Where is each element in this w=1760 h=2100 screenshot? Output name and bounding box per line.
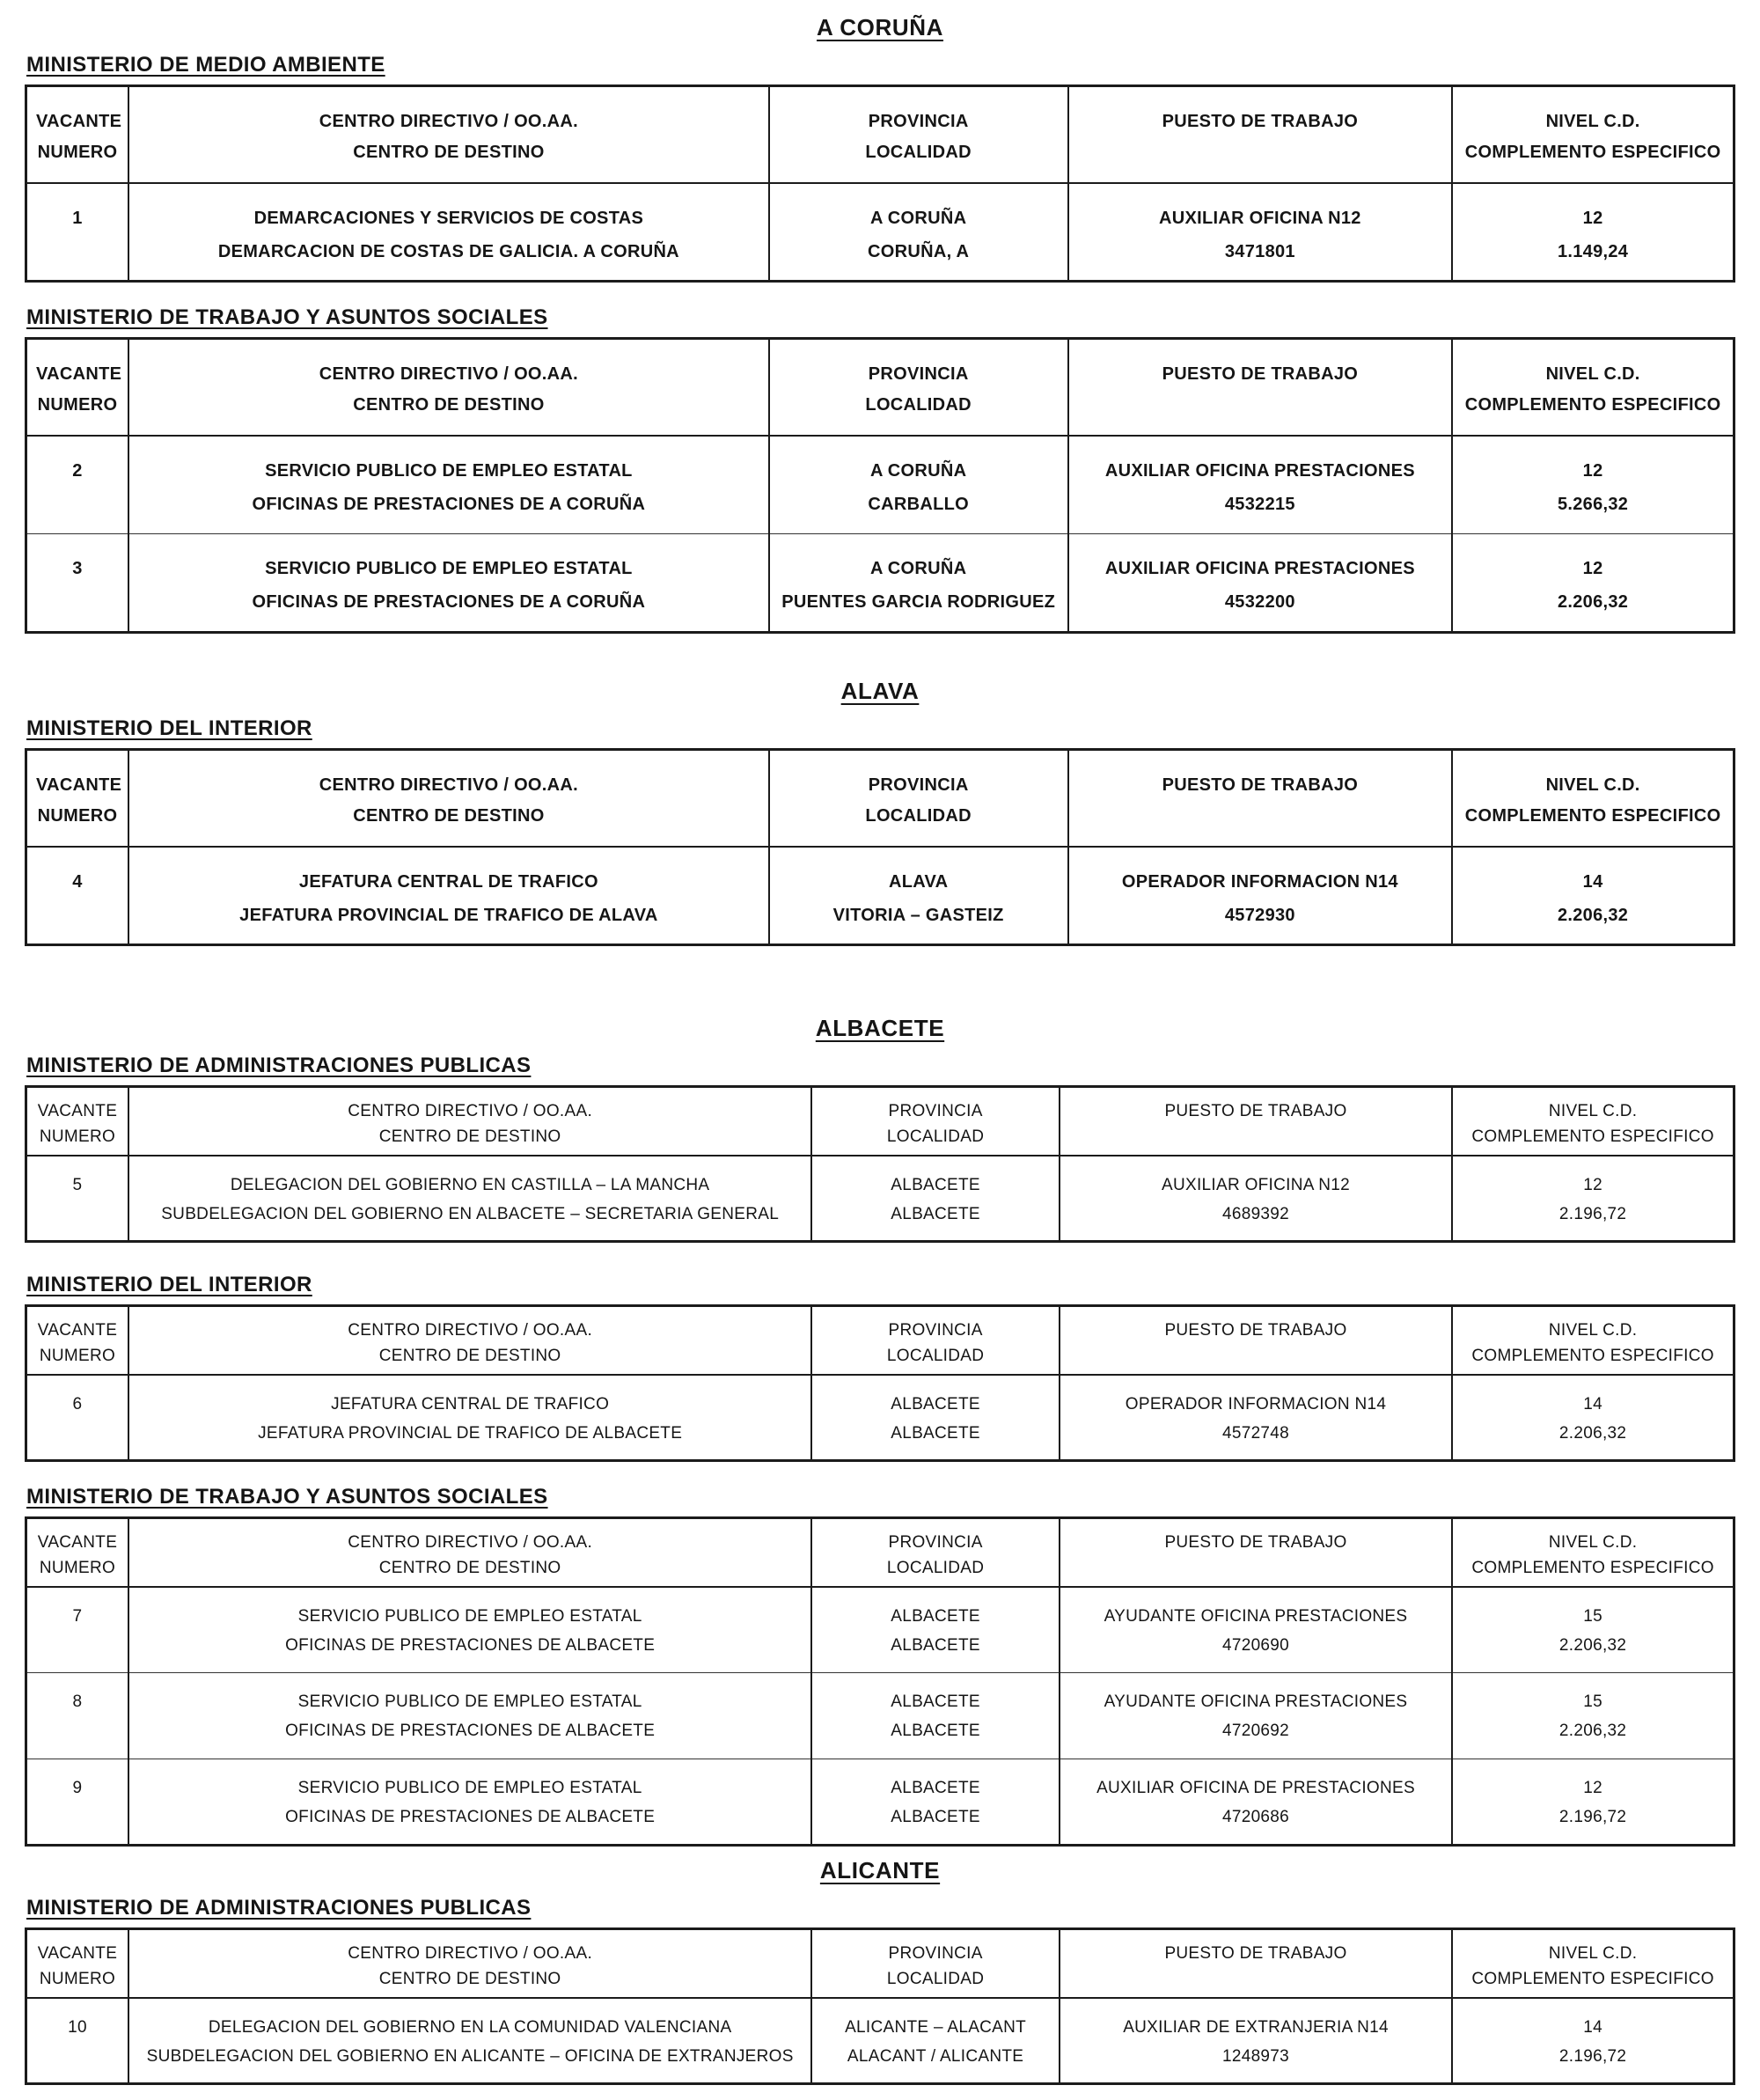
localidad-value: ALBACETE	[891, 1808, 980, 1827]
label-puesto-de-trabajo: PUESTO DE TRABAJO	[1164, 1102, 1347, 1120]
complemento-value: 2.196,72	[1558, 2046, 1627, 2066]
nivel-value: 15	[1583, 1692, 1602, 1711]
vacancy-row	[26, 1156, 1734, 1242]
cell-puesto	[1060, 1759, 1452, 1846]
col-header-provincia	[769, 86, 1068, 183]
table-header-row	[26, 750, 1734, 847]
puesto-value: AUXILIAR OFICINA PRESTACIONES	[1104, 460, 1415, 481]
cell-centro	[128, 1156, 811, 1242]
provincia-value: ALBACETE	[891, 1394, 980, 1413]
codigo-puesto-value: 1248973	[1221, 2046, 1290, 2066]
provincia-value: ALAVA	[888, 871, 949, 892]
label-puesto-de-trabajo: PUESTO DE TRABAJO	[1164, 1533, 1347, 1552]
label-centro-directivo: CENTRO DIRECTIVO / OO.AA.	[319, 775, 578, 795]
localidad-value: CARBALLO	[868, 494, 969, 514]
vacancy-row	[26, 1587, 1734, 1673]
cell-nivel	[1452, 1587, 1734, 1673]
table-header-row	[26, 1306, 1734, 1375]
cell-nivel	[1452, 847, 1734, 945]
centro-destino-value: OFICINAS DE PRESTACIONES DE A CORUÑA	[252, 494, 646, 514]
cell-nivel	[1452, 1156, 1734, 1242]
cell-vacante-numero: 10	[68, 2017, 87, 2037]
label-complemento-especifico: COMPLEMENTO ESPECIFICO	[1471, 1127, 1714, 1146]
col-header-puesto	[1060, 1087, 1452, 1156]
provincia-value: ALBACETE	[891, 1175, 980, 1194]
vacancy-row	[26, 1673, 1734, 1759]
centro-directivo-value: DEMARCACIONES Y SERVICIOS DE COSTAS	[253, 208, 644, 228]
col-header-centro	[128, 750, 769, 847]
centro-directivo-value: SERVICIO PUBLICO DE EMPLEO ESTATAL	[297, 1692, 642, 1711]
complemento-value: 2.206,32	[1558, 1722, 1627, 1741]
label-complemento-especifico: COMPLEMENTO ESPECIFICO	[1464, 806, 1721, 826]
label-vacante: VACANTE	[36, 112, 122, 131]
vacancy-table	[25, 1304, 1735, 1462]
cell-nivel	[1452, 534, 1734, 633]
codigo-puesto-value: 4720686	[1221, 1808, 1290, 1827]
complemento-value: 2.206,32	[1557, 592, 1629, 612]
puesto-value: AUXILIAR DE EXTRANJERIA N14	[1123, 2017, 1389, 2037]
centro-directivo-value: SERVICIO PUBLICO DE EMPLEO ESTATAL	[265, 460, 633, 481]
vacancy-row	[26, 1759, 1734, 1846]
label-puesto-de-trabajo: PUESTO DE TRABAJO	[1162, 112, 1359, 131]
codigo-puesto-value: 4532200	[1224, 592, 1295, 612]
cell-puesto	[1068, 534, 1453, 633]
cell-provincia	[769, 436, 1068, 534]
col-header-puesto	[1060, 1929, 1452, 1998]
col-header-provincia	[811, 1087, 1059, 1156]
cell-provincia	[811, 1587, 1059, 1673]
cell-centro	[128, 1673, 811, 1759]
complemento-value: 1.149,24	[1557, 241, 1629, 261]
label-puesto-de-trabajo: PUESTO DE TRABAJO	[1162, 364, 1359, 384]
vacancy-row	[26, 847, 1734, 945]
col-header-puesto	[1068, 339, 1453, 436]
cell-centro	[128, 1375, 811, 1461]
vacancy-row	[26, 1998, 1734, 2084]
codigo-puesto-value: 4720690	[1221, 1635, 1290, 1655]
label-complemento-especifico: COMPLEMENTO ESPECIFICO	[1471, 1969, 1714, 1988]
cell-provincia	[811, 1998, 1059, 2084]
label-centro-directivo: CENTRO DIRECTIVO / OO.AA.	[319, 112, 578, 131]
centro-destino-value: OFICINAS DE PRESTACIONES DE A CORUÑA	[252, 592, 646, 612]
label-nivel-cd: NIVEL C.D.	[1548, 1102, 1638, 1120]
vacancy-table	[25, 1085, 1735, 1243]
label-localidad: LOCALIDAD	[865, 143, 972, 162]
cell-provincia	[811, 1673, 1059, 1759]
table-header-row	[26, 86, 1734, 183]
label-provincia: PROVINCIA	[868, 775, 969, 795]
label-centro-destino: CENTRO DE DESTINO	[353, 143, 545, 162]
cell-puesto	[1060, 1587, 1452, 1673]
label-localidad: LOCALIDAD	[886, 1346, 985, 1365]
label-vacante: VACANTE	[37, 1102, 118, 1120]
label-numero: NUMERO	[39, 1346, 116, 1365]
puesto-value: AUXILIAR OFICINA PRESTACIONES	[1104, 559, 1415, 578]
province-heading-alava: ALAVA	[840, 678, 920, 704]
cell-puesto	[1060, 1998, 1452, 2084]
cell-centro	[128, 847, 769, 945]
cell-provincia	[811, 1156, 1059, 1242]
cell-vacante-numero: 8	[72, 1692, 83, 1711]
provincia-value: A CORUÑA	[869, 208, 967, 228]
label-complemento-especifico: COMPLEMENTO ESPECIFICO	[1464, 143, 1721, 162]
cell-nivel	[1452, 1673, 1734, 1759]
complemento-value: 2.196,72	[1558, 1204, 1627, 1223]
label-puesto-de-trabajo: PUESTO DE TRABAJO	[1162, 775, 1359, 795]
nivel-value: 12	[1583, 1779, 1602, 1797]
label-numero: NUMERO	[37, 806, 118, 826]
col-header-provincia	[811, 1518, 1059, 1587]
label-complemento-especifico: COMPLEMENTO ESPECIFICO	[1471, 1346, 1714, 1365]
nivel-value: 12	[1582, 460, 1603, 481]
label-vacante: VACANTE	[37, 1533, 118, 1552]
col-header-centro	[128, 339, 769, 436]
vacancy-row	[26, 436, 1734, 534]
label-nivel-cd: NIVEL C.D.	[1548, 1321, 1638, 1340]
col-header-nivel	[1452, 1518, 1734, 1587]
centro-directivo-value: DELEGACION DEL GOBIERNO EN LA COMUNIDAD VALENCIANA	[208, 2017, 732, 2037]
label-puesto-de-trabajo: PUESTO DE TRABAJO	[1164, 1321, 1347, 1340]
cell-nivel	[1452, 1759, 1734, 1846]
centro-directivo-value: SERVICIO PUBLICO DE EMPLEO ESTATAL	[297, 1779, 642, 1797]
complemento-value: 5.266,32	[1557, 494, 1629, 514]
cell-nivel	[1452, 436, 1734, 534]
col-header-provincia	[769, 750, 1068, 847]
provincia-value: A CORUÑA	[869, 460, 967, 481]
puesto-value: AUXILIAR OFICINA N12	[1158, 208, 1361, 228]
cell-centro	[128, 534, 769, 633]
cell-provincia	[769, 847, 1068, 945]
label-numero: NUMERO	[37, 395, 118, 415]
col-header-vacante	[26, 339, 128, 436]
cell-vacante-numero: 4	[72, 871, 83, 892]
centro-destino-value: SUBDELEGACION DEL GOBIERNO EN ALICANTE – OFICINA DE EXTRANJEROS	[146, 2046, 794, 2066]
province-section-alava	[25, 678, 1735, 946]
cell-puesto	[1060, 1375, 1452, 1461]
cell-puesto	[1060, 1156, 1452, 1242]
table-header-row	[26, 1087, 1734, 1156]
vacancy-table	[25, 337, 1735, 634]
centro-destino-value: JEFATURA PROVINCIAL DE TRAFICO DE ALAVA	[239, 905, 658, 925]
cell-vacante-numero: 9	[72, 1779, 83, 1797]
cell-nivel	[1452, 1998, 1734, 2084]
label-localidad: LOCALIDAD	[886, 1558, 985, 1577]
col-header-vacante	[26, 1518, 128, 1587]
codigo-puesto-value: 4720692	[1221, 1722, 1290, 1741]
centro-directivo-value: DELEGACION DEL GOBIERNO EN CASTILLA – LA MANCHA	[230, 1175, 710, 1194]
complemento-value: 2.206,32	[1558, 1423, 1627, 1443]
label-centro-destino: CENTRO DE DESTINO	[378, 1969, 561, 1988]
label-nivel-cd: NIVEL C.D.	[1548, 1533, 1638, 1552]
codigo-puesto-value: 4572748	[1221, 1423, 1290, 1443]
vacancy-row	[26, 1375, 1734, 1461]
provincia-value: A CORUÑA	[869, 559, 967, 578]
col-header-vacante	[26, 1929, 128, 1998]
label-provincia: PROVINCIA	[888, 1102, 983, 1120]
label-centro-destino: CENTRO DE DESTINO	[378, 1346, 561, 1365]
col-header-puesto	[1060, 1306, 1452, 1375]
table-header-row	[26, 1518, 1734, 1587]
label-nivel-cd: NIVEL C.D.	[1545, 112, 1640, 131]
centro-destino-value: OFICINAS DE PRESTACIONES DE ALBACETE	[285, 1635, 656, 1655]
label-numero: NUMERO	[39, 1969, 116, 1988]
col-header-vacante	[26, 1306, 128, 1375]
col-header-puesto	[1068, 86, 1453, 183]
province-section-albacete	[25, 1015, 1735, 1847]
nivel-value: 15	[1583, 1606, 1602, 1626]
col-header-nivel	[1452, 86, 1734, 183]
label-localidad: LOCALIDAD	[865, 806, 972, 826]
vacancy-table	[25, 84, 1735, 283]
puesto-value: OPERADOR INFORMACION N14	[1125, 1394, 1387, 1413]
label-centro-directivo: CENTRO DIRECTIVO / OO.AA.	[348, 1944, 593, 1963]
label-centro-destino: CENTRO DE DESTINO	[353, 395, 545, 415]
cell-centro	[128, 183, 769, 282]
vacancy-table	[25, 1516, 1735, 1847]
provincia-value: ALICANTE – ALACANT	[845, 2017, 1027, 2037]
ministry-heading-trabajo-a-coruna: MINISTERIO DE TRABAJO Y ASUNTOS SOCIALES	[26, 305, 548, 329]
ministry-heading-admin-publicas-albacete: MINISTERIO DE ADMINISTRACIONES PUBLICAS	[26, 1054, 532, 1077]
cell-vacante-numero: 7	[72, 1606, 83, 1626]
cell-centro	[128, 1587, 811, 1673]
province-section-a-coruna	[25, 14, 1735, 634]
table-header-row	[26, 339, 1734, 436]
col-header-centro	[128, 1087, 811, 1156]
label-centro-directivo: CENTRO DIRECTIVO / OO.AA.	[348, 1321, 593, 1340]
label-provincia: PROVINCIA	[868, 112, 969, 131]
cell-vacante-numero: 1	[72, 208, 83, 228]
label-numero: NUMERO	[39, 1127, 116, 1146]
centro-destino-value: SUBDELEGACION DEL GOBIERNO EN ALBACETE – SECRETARIA GENERAL	[161, 1204, 780, 1223]
centro-directivo-value: JEFATURA CENTRAL DE TRAFICO	[331, 1394, 610, 1413]
label-complemento-especifico: COMPLEMENTO ESPECIFICO	[1464, 395, 1721, 415]
localidad-value: VITORIA – GASTEIZ	[832, 905, 1004, 925]
vacancy-row	[26, 534, 1734, 633]
col-header-centro	[128, 1306, 811, 1375]
localidad-value: PUENTES GARCIA RODRIGUEZ	[781, 592, 1056, 612]
label-localidad: LOCALIDAD	[886, 1127, 985, 1146]
nivel-value: 14	[1582, 871, 1603, 892]
col-header-nivel	[1452, 750, 1734, 847]
label-provincia: PROVINCIA	[888, 1533, 983, 1552]
label-provincia: PROVINCIA	[888, 1321, 983, 1340]
provincia-value: ALBACETE	[891, 1779, 980, 1797]
label-centro-directivo: CENTRO DIRECTIVO / OO.AA.	[348, 1533, 593, 1552]
ministry-heading-trabajo-albacete: MINISTERIO DE TRABAJO Y ASUNTOS SOCIALES	[26, 1485, 548, 1509]
label-centro-destino: CENTRO DE DESTINO	[378, 1127, 561, 1146]
puesto-value: OPERADOR INFORMACION N14	[1121, 871, 1398, 892]
label-centro-destino: CENTRO DE DESTINO	[378, 1558, 561, 1577]
col-header-nivel	[1452, 339, 1734, 436]
col-header-centro	[128, 1518, 811, 1587]
label-centro-destino: CENTRO DE DESTINO	[353, 806, 545, 826]
table-header-row	[26, 1929, 1734, 1998]
label-provincia: PROVINCIA	[868, 364, 969, 384]
cell-centro	[128, 1759, 811, 1846]
ministry-heading-interior-alava: MINISTERIO DEL INTERIOR	[26, 716, 312, 740]
cell-puesto	[1068, 436, 1453, 534]
col-header-nivel	[1452, 1929, 1734, 1998]
nivel-value: 12	[1582, 208, 1603, 228]
label-complemento-especifico: COMPLEMENTO ESPECIFICO	[1471, 1558, 1714, 1577]
centro-destino-value: JEFATURA PROVINCIAL DE TRAFICO DE ALBACETE	[258, 1423, 683, 1443]
label-vacante: VACANTE	[37, 1321, 118, 1340]
cell-puesto	[1068, 183, 1453, 282]
localidad-value: ALBACETE	[891, 1204, 980, 1223]
codigo-puesto-value: 3471801	[1224, 241, 1295, 261]
label-vacante: VACANTE	[36, 775, 122, 795]
complemento-value: 2.206,32	[1557, 905, 1629, 925]
codigo-puesto-value: 4689392	[1221, 1204, 1290, 1223]
localidad-value: ALBACETE	[891, 1722, 980, 1741]
vacancy-table	[25, 748, 1735, 946]
label-centro-directivo: CENTRO DIRECTIVO / OO.AA.	[348, 1102, 593, 1120]
cell-puesto	[1060, 1673, 1452, 1759]
cell-centro	[128, 436, 769, 534]
nivel-value: 14	[1583, 1394, 1602, 1413]
label-provincia: PROVINCIA	[888, 1944, 983, 1963]
cell-nivel	[1452, 183, 1734, 282]
col-header-provincia	[769, 339, 1068, 436]
label-localidad: LOCALIDAD	[865, 395, 972, 415]
col-header-provincia	[811, 1929, 1059, 1998]
label-nivel-cd: NIVEL C.D.	[1545, 775, 1640, 795]
complemento-value: 2.206,32	[1558, 1635, 1627, 1655]
col-header-vacante	[26, 86, 128, 183]
cell-puesto	[1068, 847, 1453, 945]
localidad-value: ALBACETE	[891, 1635, 980, 1655]
cell-vacante-numero: 2	[72, 460, 83, 481]
puesto-value: AYUDANTE OFICINA PRESTACIONES	[1104, 1692, 1408, 1711]
col-header-nivel	[1452, 1306, 1734, 1375]
ministry-heading-admin-publicas-alicante: MINISTERIO DE ADMINISTRACIONES PUBLICAS	[26, 1896, 532, 1920]
centro-directivo-value: SERVICIO PUBLICO DE EMPLEO ESTATAL	[297, 1606, 642, 1626]
document-page	[25, 14, 1735, 2085]
province-heading-albacete: ALBACETE	[815, 1015, 945, 1041]
nivel-value: 12	[1582, 559, 1603, 578]
province-heading-a-coruna: A CORUÑA	[817, 14, 943, 40]
label-vacante: VACANTE	[37, 1944, 118, 1963]
nivel-value: 14	[1583, 2017, 1602, 2037]
label-vacante: VACANTE	[36, 364, 122, 384]
centro-destino-value: DEMARCACION DE COSTAS DE GALICIA. A CORUÑA	[217, 241, 679, 261]
label-puesto-de-trabajo: PUESTO DE TRABAJO	[1164, 1944, 1347, 1963]
cell-provincia	[769, 183, 1068, 282]
centro-destino-value: OFICINAS DE PRESTACIONES DE ALBACETE	[285, 1808, 656, 1827]
label-centro-directivo: CENTRO DIRECTIVO / OO.AA.	[319, 364, 578, 384]
centro-directivo-value: SERVICIO PUBLICO DE EMPLEO ESTATAL	[265, 559, 633, 578]
col-header-centro	[128, 86, 769, 183]
label-nivel-cd: NIVEL C.D.	[1545, 364, 1640, 384]
centro-directivo-value: JEFATURA CENTRAL DE TRAFICO	[298, 871, 598, 892]
cell-provincia	[769, 534, 1068, 633]
province-section-alicante	[25, 1857, 1735, 2085]
label-numero: NUMERO	[37, 143, 118, 162]
col-header-vacante	[26, 1087, 128, 1156]
label-numero: NUMERO	[39, 1558, 116, 1577]
puesto-value: AUXILIAR OFICINA N12	[1162, 1175, 1351, 1194]
cell-vacante-numero: 5	[72, 1175, 83, 1194]
vacancy-row	[26, 183, 1734, 282]
provincia-value: ALBACETE	[891, 1692, 980, 1711]
cell-provincia	[811, 1375, 1059, 1461]
cell-nivel	[1452, 1375, 1734, 1461]
vacancy-table	[25, 1927, 1735, 2085]
col-header-provincia	[811, 1306, 1059, 1375]
cell-centro	[128, 1998, 811, 2084]
col-header-nivel	[1452, 1087, 1734, 1156]
localidad-value: CORUÑA, A	[868, 241, 970, 261]
provincia-value: ALBACETE	[891, 1606, 980, 1626]
puesto-value: AUXILIAR OFICINA DE PRESTACIONES	[1096, 1779, 1415, 1797]
nivel-value: 12	[1583, 1175, 1602, 1194]
col-header-puesto	[1068, 750, 1453, 847]
localidad-value: ALBACETE	[891, 1423, 980, 1443]
centro-destino-value: OFICINAS DE PRESTACIONES DE ALBACETE	[285, 1722, 656, 1741]
cell-vacante-numero: 6	[72, 1394, 83, 1413]
codigo-puesto-value: 4572930	[1224, 905, 1295, 925]
province-heading-alicante: ALICANTE	[819, 1857, 941, 1883]
ministry-heading-medio-ambiente: MINISTERIO DE MEDIO AMBIENTE	[26, 53, 385, 77]
ministry-heading-interior-albacete: MINISTERIO DEL INTERIOR	[26, 1273, 312, 1296]
col-header-puesto	[1060, 1518, 1452, 1587]
col-header-centro	[128, 1929, 811, 1998]
col-header-vacante	[26, 750, 128, 847]
puesto-value: AYUDANTE OFICINA PRESTACIONES	[1104, 1606, 1408, 1626]
cell-vacante-numero: 3	[72, 559, 83, 578]
label-localidad: LOCALIDAD	[886, 1969, 985, 1988]
cell-provincia	[811, 1759, 1059, 1846]
complemento-value: 2.196,72	[1558, 1808, 1627, 1827]
label-nivel-cd: NIVEL C.D.	[1548, 1944, 1638, 1963]
localidad-value: ALACANT / ALICANTE	[847, 2046, 1024, 2066]
codigo-puesto-value: 4532215	[1224, 494, 1295, 514]
